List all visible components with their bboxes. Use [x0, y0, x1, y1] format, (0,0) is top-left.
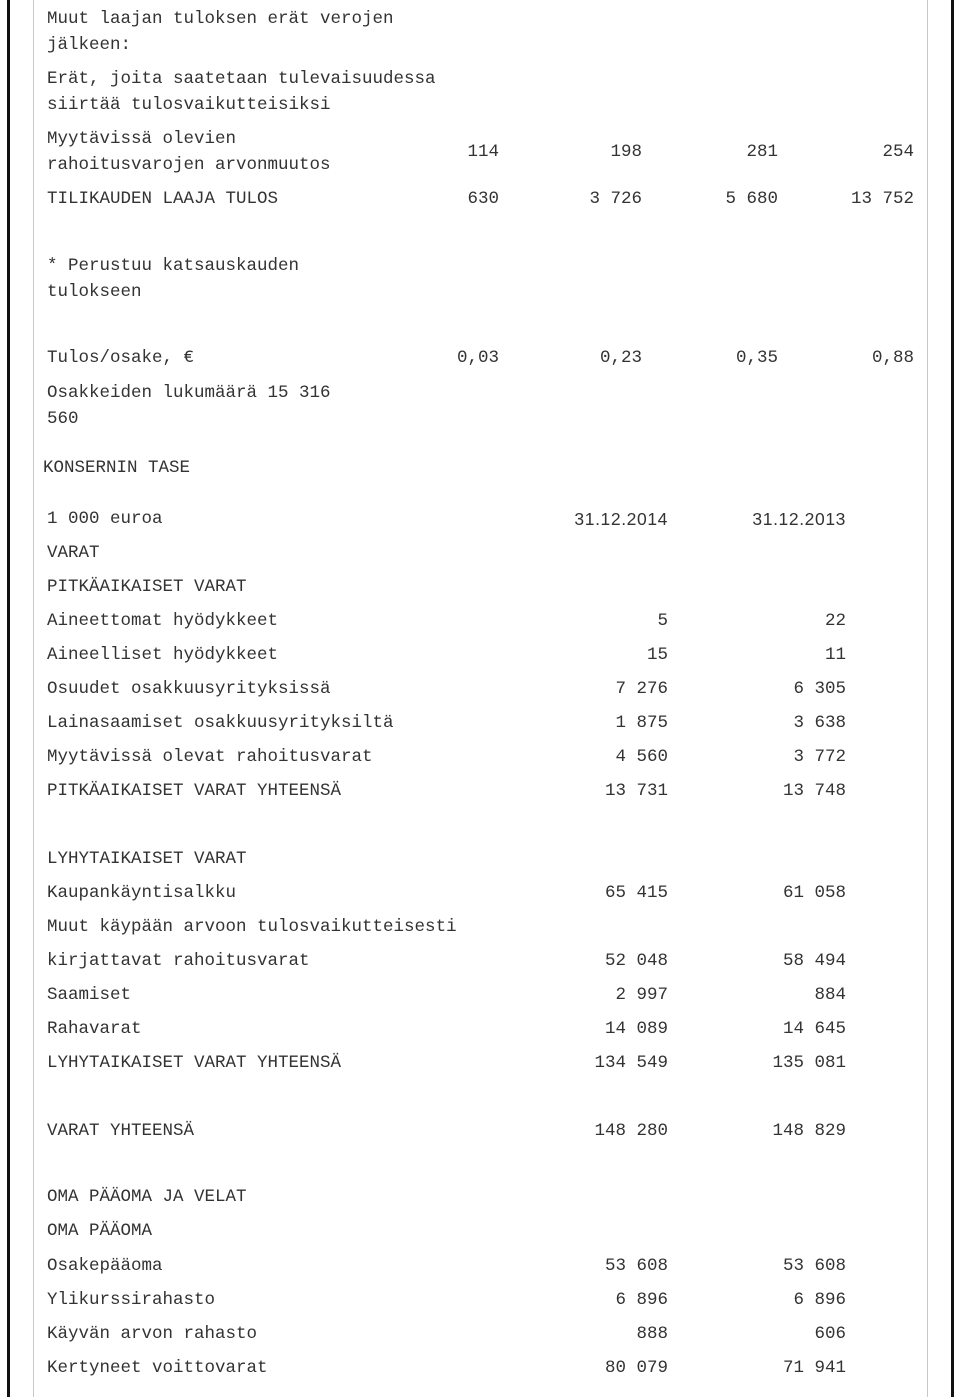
- table-row-label: Saamiset: [47, 985, 132, 1005]
- fvtpl-2013: 58 494: [782, 951, 846, 971]
- table-cell-2013: 22: [824, 611, 846, 631]
- total-value-2: 3 726: [589, 189, 642, 209]
- share-count-cont: 560: [47, 409, 79, 429]
- balance-sheet-title: KONSERNIN TASE: [43, 458, 191, 478]
- afs-label: Myytävissä olevien: [47, 129, 237, 149]
- table-row-label: Käyvän arvon rahasto: [47, 1324, 258, 1344]
- table-cell-2013: 53 608: [782, 1256, 846, 1276]
- table-cell-2014: 4 560: [615, 747, 668, 767]
- table-cell-2014: 7 276: [615, 679, 668, 699]
- assets-total-2014: 148 280: [594, 1121, 668, 1141]
- assets-total-label: VARAT YHTEENSÄ: [47, 1121, 195, 1141]
- fvtpl-2014: 52 048: [604, 951, 668, 971]
- trading-portfolio-2013: 61 058: [782, 883, 846, 903]
- table-cell-2014: 14 089: [604, 1019, 668, 1039]
- table-cell-2014: 1 875: [615, 713, 668, 733]
- table-cell-2014: 2 997: [615, 985, 668, 1005]
- current-assets-heading: LYHYTAIKAISET VARAT: [47, 849, 247, 869]
- total-value-1: 630: [467, 189, 499, 209]
- equity-heading: OMA PÄÄOMA: [47, 1221, 153, 1241]
- equity-liabilities-heading: OMA PÄÄOMA JA VELAT: [47, 1187, 247, 1207]
- afs-value-2: 198: [610, 142, 642, 162]
- current-total-2013: 135 081: [772, 1053, 846, 1073]
- table-row-label: Aineettomat hyödykkeet: [47, 611, 279, 631]
- table-row-label: Kertyneet voittovarat: [47, 1358, 268, 1378]
- table-cell-2014: 888: [636, 1324, 668, 1344]
- fvtpl-label-cont: kirjattavat rahoitusvarat: [47, 951, 310, 971]
- current-total-label: LYHYTAIKAISET VARAT YHTEENSÄ: [47, 1053, 342, 1073]
- fvtpl-label: Muut käypään arvoon tulosvaikutteisesti: [47, 917, 457, 937]
- table-row-label: Aineelliset hyödykkeet: [47, 645, 279, 665]
- table-cell-2013: 71 941: [782, 1358, 846, 1378]
- table-row-label: Myytävissä olevat rahoitusvarat: [47, 747, 373, 767]
- noncurrent-total-2014: 13 731: [604, 781, 668, 801]
- trading-portfolio-label: Kaupankäyntisalkku: [47, 883, 237, 903]
- oci-heading: Muut laajan tuloksen erät verojen: [47, 9, 394, 29]
- column-date-2014: 31.12.2014: [574, 509, 668, 529]
- share-count-label: Osakkeiden lukumäärä 15 316: [47, 383, 331, 403]
- reclass-heading-cont: siirtää tulosvaikutteisiksi: [47, 95, 331, 115]
- table-cell-2013: 14 645: [782, 1019, 846, 1039]
- page-guide-left: [33, 0, 34, 1397]
- table-cell-2013: 6 305: [793, 679, 846, 699]
- assets-heading: VARAT: [47, 543, 100, 563]
- reclass-heading: Erät, joita saatetaan tulevaisuudessa: [47, 69, 436, 89]
- table-cell-2013: 606: [814, 1324, 846, 1344]
- table-cell-2014: 5: [657, 611, 668, 631]
- eps-label: Tulos/osake, €: [47, 348, 195, 368]
- table-cell-2013: 884: [814, 985, 846, 1005]
- noncurrent-total-2013: 13 748: [782, 781, 846, 801]
- footnote-cont: tulokseen: [47, 282, 142, 302]
- table-row-label: Osuudet osakkuusyrityksissä: [47, 679, 331, 699]
- column-date-2013: 31.12.2013: [752, 509, 846, 529]
- afs-value-4: 254: [882, 142, 914, 162]
- table-row-label: Lainasaamiset osakkuusyrityksiltä: [47, 713, 394, 733]
- afs-value-1: 114: [467, 142, 499, 162]
- afs-value-3: 281: [746, 142, 778, 162]
- trading-portfolio-2014: 65 415: [604, 883, 668, 903]
- table-cell-2014: 80 079: [604, 1358, 668, 1378]
- table-row-label: Ylikurssirahasto: [47, 1290, 216, 1310]
- table-cell-2014: 15: [646, 645, 668, 665]
- noncurrent-assets-heading: PITKÄAIKAISET VARAT: [47, 577, 247, 597]
- afs-label-cont: rahoitusvarojen arvonmuutos: [47, 155, 331, 175]
- table-cell-2013: 3 772: [793, 747, 846, 767]
- assets-total-2013: 148 829: [772, 1121, 846, 1141]
- eps-value-4: 0,88: [871, 348, 914, 368]
- current-total-2014: 134 549: [594, 1053, 668, 1073]
- page-border-right: [951, 0, 954, 1397]
- footnote: * Perustuu katsauskauden: [47, 256, 300, 276]
- table-row-label: Rahavarat: [47, 1019, 142, 1039]
- eps-value-2: 0,23: [599, 348, 642, 368]
- eps-value-1: 0,03: [456, 348, 499, 368]
- total-value-4: 13 752: [850, 189, 914, 209]
- eps-value-3: 0,35: [735, 348, 778, 368]
- unit-label: 1 000 euroa: [47, 509, 163, 529]
- page-guide-right: [927, 0, 928, 1397]
- total-comprehensive-label: TILIKAUDEN LAAJA TULOS: [47, 189, 279, 209]
- table-cell-2014: 6 896: [615, 1290, 668, 1310]
- table-cell-2013: 6 896: [793, 1290, 846, 1310]
- table-row-label: Osakepääoma: [47, 1256, 163, 1276]
- table-cell-2013: 11: [824, 645, 846, 665]
- table-cell-2013: 3 638: [793, 713, 846, 733]
- noncurrent-total-label: PITKÄAIKAISET VARAT YHTEENSÄ: [47, 781, 342, 801]
- oci-heading-cont: jälkeen:: [47, 35, 132, 55]
- page-border-left: [7, 0, 10, 1397]
- total-value-3: 5 680: [725, 189, 778, 209]
- table-cell-2014: 53 608: [604, 1256, 668, 1276]
